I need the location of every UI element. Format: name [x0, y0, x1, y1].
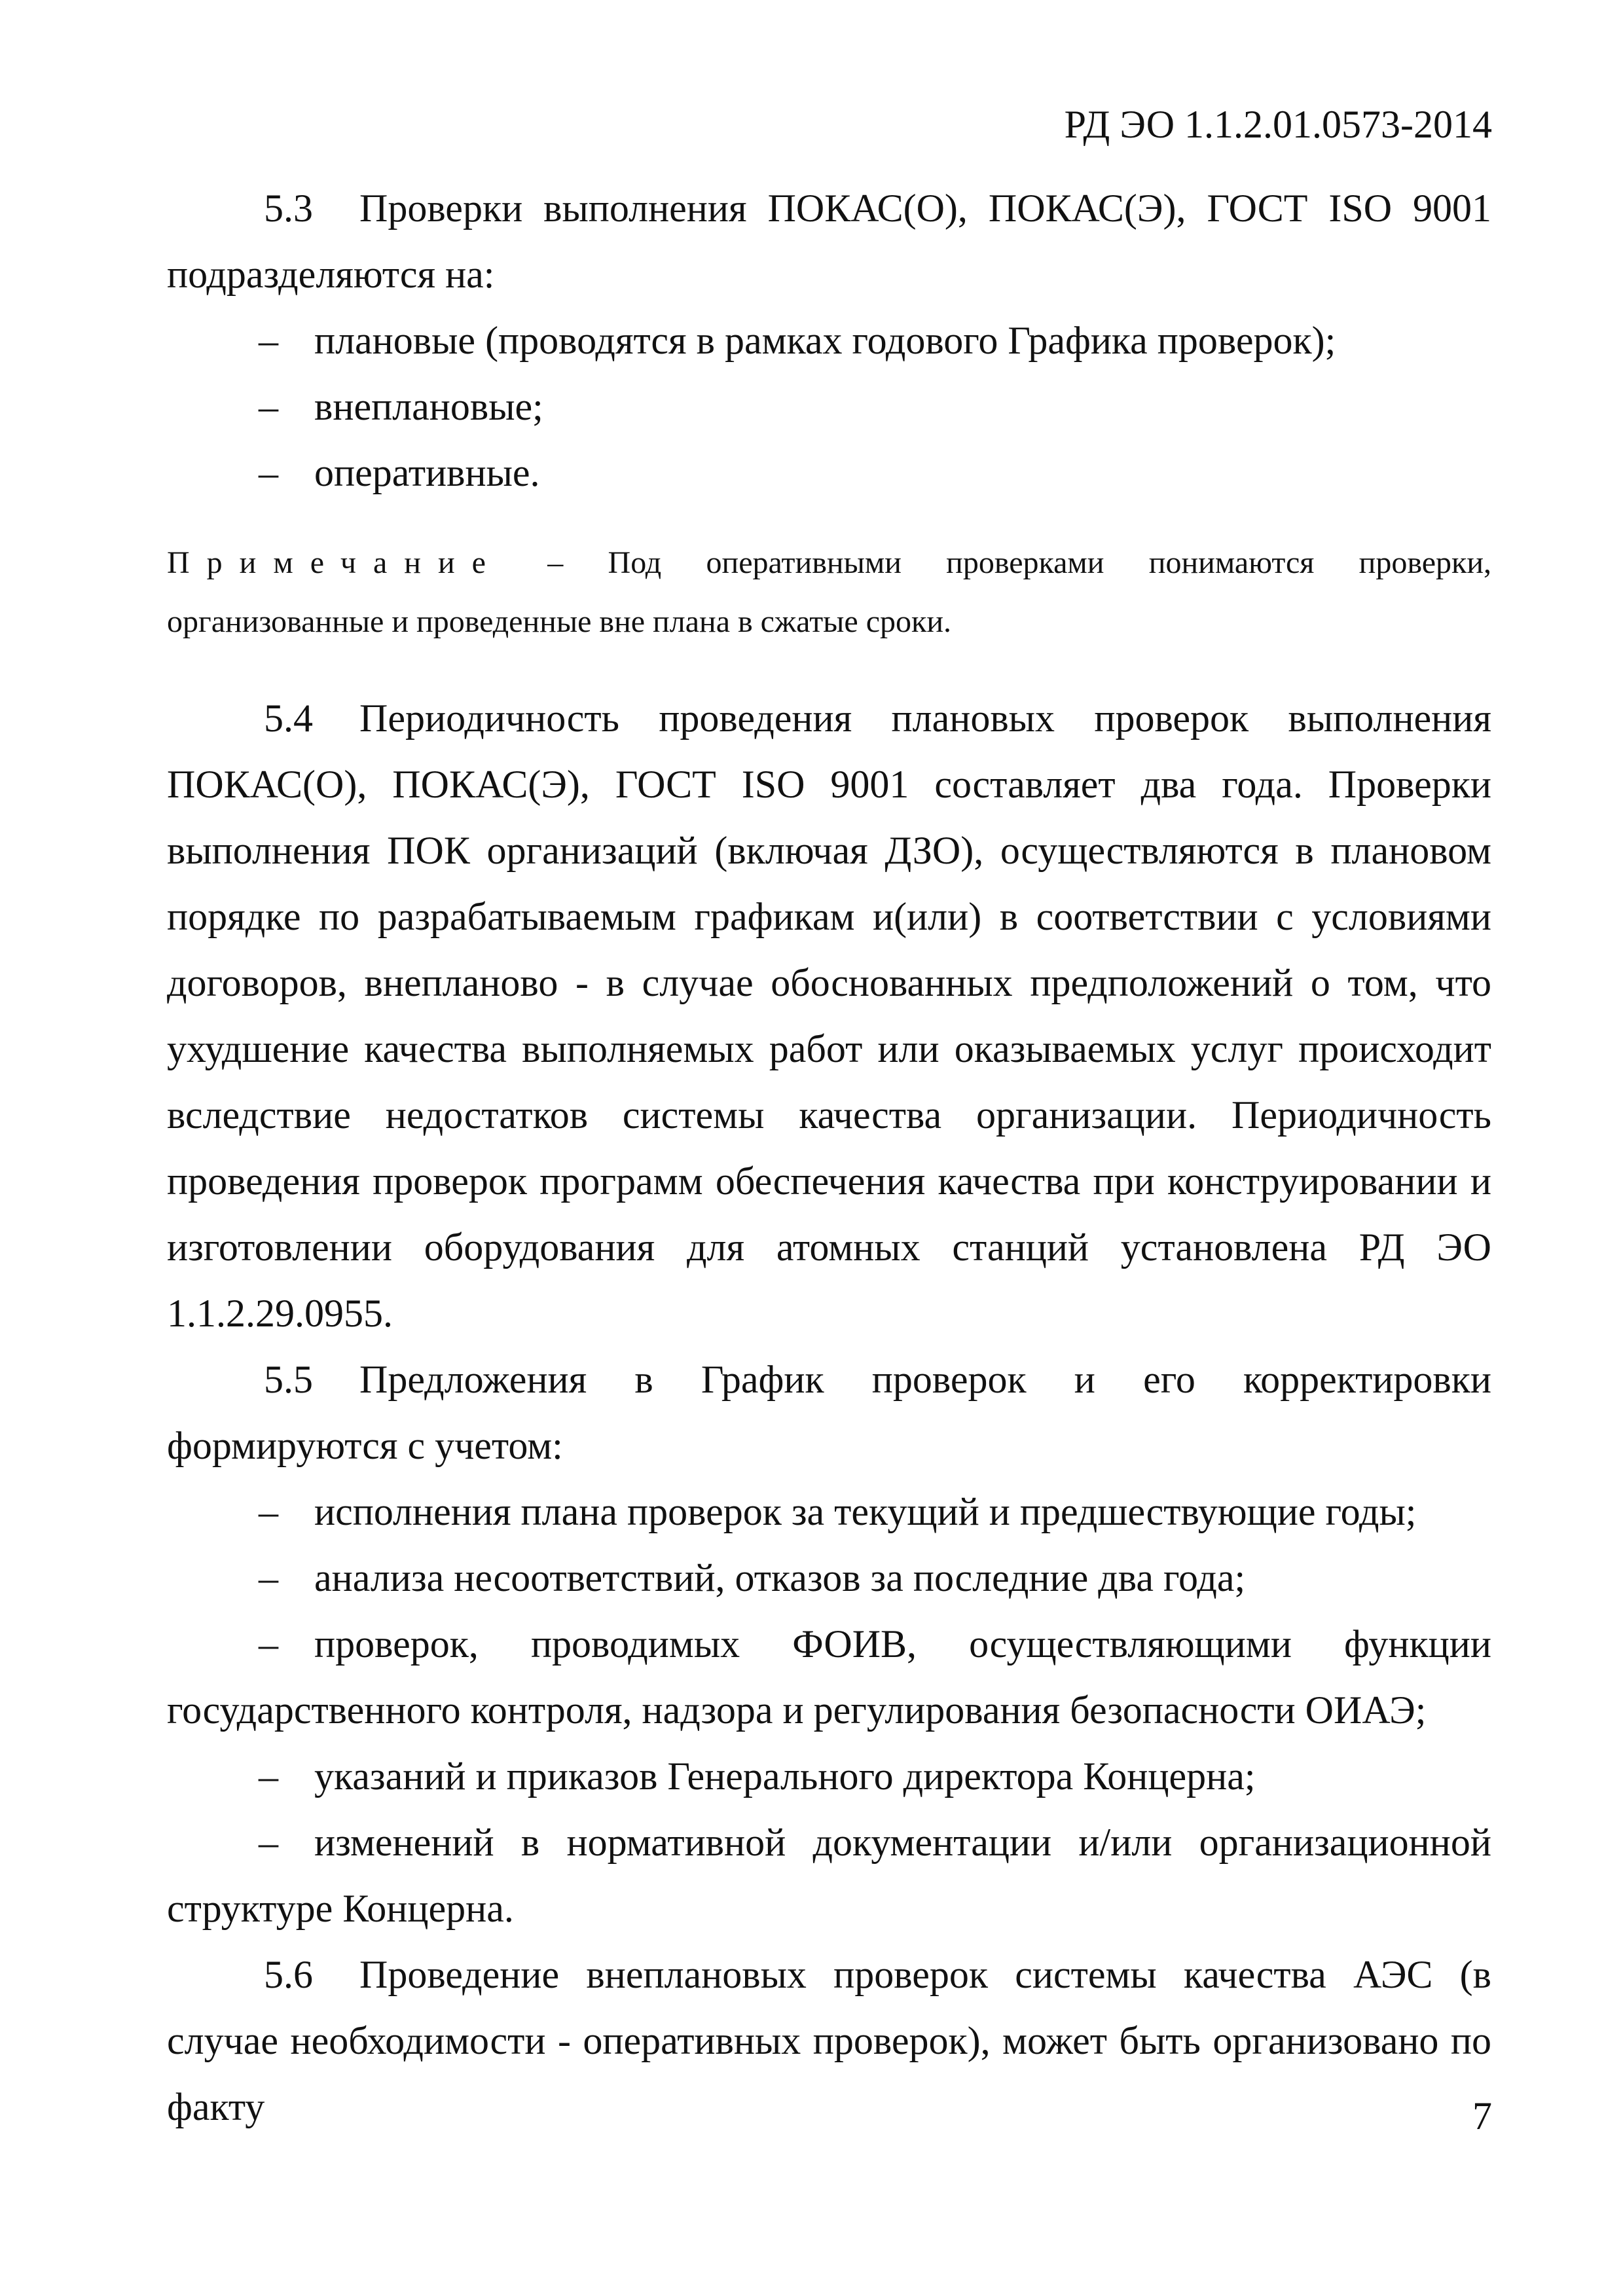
section-text: Предложения в График проверок и его корректировки формируются с учетом:	[167, 1358, 1491, 1467]
note-text: – Под оперативными проверками понимаются проверки, организованные и проведенные вне плана в сжатые сроки.	[167, 545, 1492, 639]
list-item-text: исполнения плана проверок за текущий и предшествующие годы;	[314, 1490, 1417, 1533]
list-item-text: внеплановые;	[314, 385, 543, 428]
list-item-text: анализа несоответствий, отказов за последние два года;	[314, 1556, 1246, 1599]
section-text: Проведение внеплановых проверок системы качества АЭС (в случае необходимости - оперативных проверок), может быть организовано по факту	[167, 1953, 1491, 2128]
dash-marker: –	[259, 385, 278, 428]
list-item	[167, 440, 1491, 506]
section-text: Периодичность проведения плановых проверок выполнения ПОКАС(О), ПОКАС(Э), ГОСТ ISO 9001 составляет два года. Проверки выполнения ПОК организаций (включая ДЗО), осуществляются в плановом порядке по разрабатываемым графикам и(или) в соответствии с условиями договоров, внепланово - в случае обоснованных предположений о том, что ухудшение качества выполняемых работ или оказываемых услуг происходит вследствие недостатков системы качества организации. Периодичность проведения проверок программ обеспечения качества при конструировании и изготовлении оборудования для атомных станций установлена РД ЭО 1.1.2.29.0955.	[167, 697, 1491, 1335]
section-number: 5.3	[264, 187, 313, 230]
section-5-3	[167, 175, 1491, 308]
dash-marker: –	[259, 319, 278, 362]
dash-marker: –	[259, 1490, 278, 1533]
list-item-text: изменений в нормативной документации и/или организационной структуре Концерна.	[167, 1821, 1491, 1930]
dash-marker: –	[259, 1622, 278, 1666]
document-code-header: РД ЭО 1.1.2.01.0573-2014	[1064, 103, 1492, 146]
list-item	[167, 308, 1491, 374]
list-item-text: проверок, проводимых ФОИВ, осуществляющими функции государственного контроля, надзора и регулирования безопасности ОИАЭ;	[167, 1622, 1491, 1732]
document-body	[167, 175, 1491, 2140]
section-text: Проверки выполнения ПОКАС(О), ПОКАС(Э), ГОСТ ISO 9001 подразделяются на:	[167, 187, 1491, 296]
list-item	[167, 1545, 1491, 1611]
list-item	[167, 1743, 1491, 1810]
list-item	[167, 1611, 1491, 1743]
list-item-text: указаний и приказов Генерального директора Концерна;	[314, 1755, 1256, 1798]
list-item	[167, 1479, 1491, 1545]
section-number: 5.6	[264, 1953, 313, 1996]
section-5-4	[167, 685, 1491, 1347]
section-number: 5.5	[264, 1358, 313, 1401]
section-number: 5.4	[264, 697, 313, 740]
list-item	[167, 1810, 1491, 1942]
dash-marker: –	[259, 1556, 278, 1599]
section-5-6	[167, 1942, 1491, 2140]
note	[167, 534, 1491, 651]
list-item-text: плановые (проводятся в рамках годового Графика проверок);	[314, 319, 1336, 362]
dash-marker: –	[259, 1755, 278, 1798]
list-item-text: оперативные.	[314, 451, 540, 494]
section-5-5	[167, 1347, 1491, 1479]
dash-marker: –	[259, 1821, 278, 1864]
note-label: Примечание	[167, 545, 503, 580]
dash-marker: –	[259, 451, 278, 494]
page-number: 7	[1472, 2094, 1492, 2138]
list-item	[167, 374, 1491, 440]
